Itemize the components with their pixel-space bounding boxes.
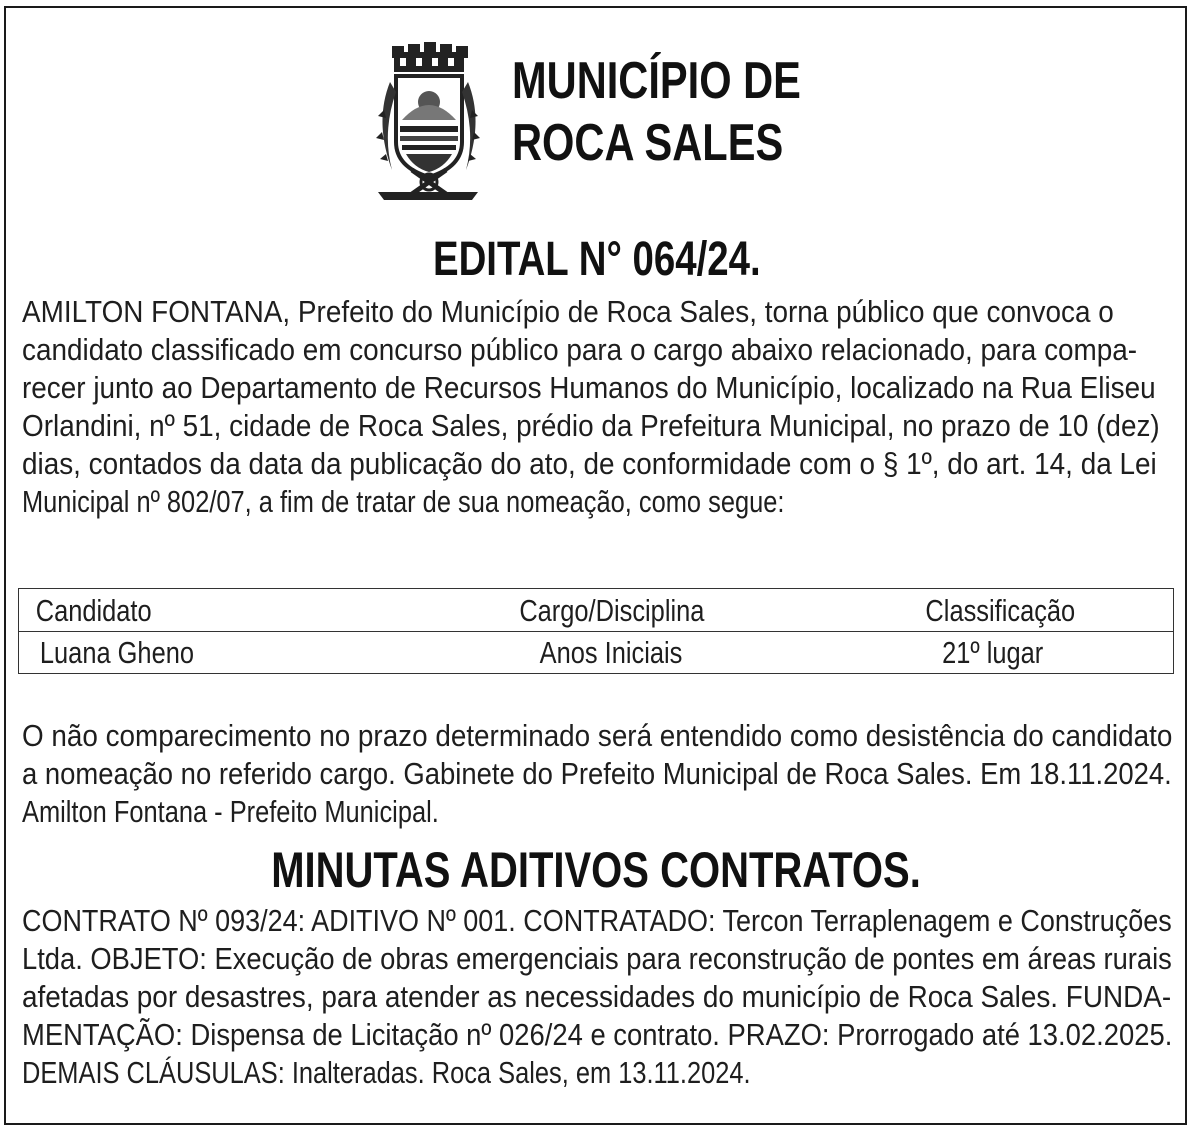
edital-body-line-text: recer junto ao Departamento de Recursos Humanos do Município, localizado na Rua Eliseu (22, 370, 1156, 405)
table-header-text: Classificação (925, 593, 1076, 628)
edital-body (22, 293, 1172, 521)
edital-closing-line-text: a nomeação no referido cargo. Gabinete do Prefeito Municipal de Roca Sales. Em 18.11.2024. (22, 756, 1172, 791)
table-header-candidato (23, 593, 164, 629)
edital-body-line (22, 445, 1172, 483)
edital-body-line (22, 407, 1172, 445)
minutas-body-line-text: DEMAIS CLÁUSULAS: Inalteradas. Roca Sales, em 13.11.2024. (22, 1055, 751, 1090)
edital-body-line-text: Orlandini, nº 51, cidade de Roca Sales, prédio da Prefeitura Municipal, no prazo de 10 (dez) (22, 408, 1160, 443)
table-cell-candidato (23, 635, 211, 671)
edital-title (0, 230, 1193, 290)
table-cell-text: Luana Gheno (39, 635, 194, 670)
edital-body-line (22, 483, 1172, 521)
table-header-text: Cargo/Disciplina (519, 593, 705, 628)
minutas-body-line (22, 978, 1172, 1016)
edital-closing-line (22, 755, 1172, 793)
minutas-body (22, 902, 1172, 1092)
edital-body-line (22, 331, 1172, 369)
table-header-cargo (499, 593, 725, 629)
table-cell-cargo (524, 635, 698, 671)
table-header-text: Candidato (35, 593, 152, 628)
municipality-name-line1: MUNICÍPIO DE (512, 52, 801, 110)
edital-closing-line (22, 793, 1172, 831)
minutas-body-line-text: Ltda. OBJETO: Execução de obras emergenciais para reconstrução de pontes em áreas rurais (22, 941, 1172, 976)
edital-body-line-text: Municipal nº 802/07, a fim de tratar de sua nomeação, como segue: (22, 484, 785, 519)
municipality-name-line2: ROCA SALES (512, 114, 784, 172)
edital-body-line-text: candidato classificado em concurso público para o cargo abaixo relacionado, para compa- (22, 332, 1138, 367)
candidate-table (18, 588, 1174, 674)
edital-closing (22, 717, 1172, 831)
minutas-body-line (22, 940, 1172, 978)
header (372, 42, 842, 207)
edital-closing-line-text: O não comparecimento no prazo determinado será entendido como desistência do candidato (22, 718, 1173, 753)
edital-body-line-text: dias, contados da data da publicação do ato, de conformidade com o § 1º, do art. 14, da Lei (22, 446, 1157, 481)
table-header-row (19, 589, 1173, 632)
table-cell-text: 21º lugar (942, 635, 1044, 670)
municipal-coat-of-arms-icon (372, 42, 484, 204)
minutas-title-text: MINUTAS ADITIVOS CONTRATOS. (271, 842, 922, 898)
minutas-title (0, 840, 1193, 900)
table-cell-classificacao (931, 635, 1054, 671)
edital-closing-line-text: Amilton Fontana - Prefeito Municipal. (22, 794, 439, 829)
table-header-classificacao (909, 593, 1092, 629)
edital-title-text: EDITAL N° 064/24. (432, 233, 761, 286)
minutas-body-line-text: CONTRATO Nº 093/24: ADITIVO Nº 001. CONTRATADO: Tercon Terraplenagem e Construções (22, 903, 1172, 938)
minutas-body-line-text: afetadas por desastres, para atender as necessidades do município de Roca Sales. FUNDA- (22, 979, 1172, 1014)
municipality-name (512, 50, 801, 174)
minutas-body-line (22, 902, 1172, 940)
edital-closing-line (22, 717, 1172, 755)
table-row (19, 631, 1173, 673)
minutas-body-line-text: MENTAÇÃO: Dispensa de Licitação nº 026/24 e contrato. PRAZO: Prorrogado até 13.02.2025. (22, 1017, 1173, 1052)
edital-body-line (22, 293, 1172, 331)
edital-body-line (22, 369, 1172, 407)
edital-body-line-text: AMILTON FONTANA, Prefeito do Município de Roca Sales, torna público que convoca o (22, 294, 1114, 329)
minutas-body-line (22, 1016, 1172, 1054)
table-cell-text: Anos Iniciais (539, 635, 683, 670)
minutas-body-line (22, 1054, 1172, 1092)
